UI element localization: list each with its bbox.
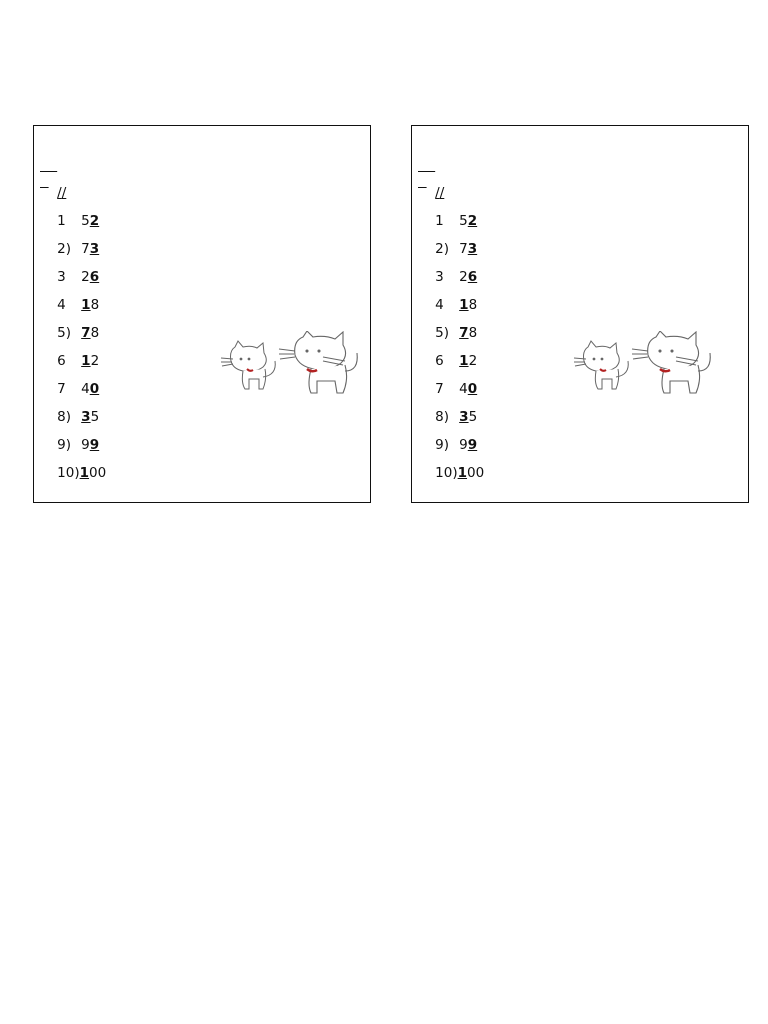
worksheet-card-left [33,125,371,503]
digit: 8 [468,297,478,313]
item-number: 4 [57,297,66,313]
target-digit: 1 [459,297,469,313]
two-cats-illustration-icon [572,331,722,401]
item-number: 7 [435,381,444,397]
item-number: 1 [435,213,444,229]
item-number: 3 [435,269,444,285]
target-digit: 1 [81,353,91,369]
digit: 8 [90,325,100,341]
digit: 7 [459,241,468,257]
item-number: 5) [57,325,72,341]
target-digit: 1 [81,297,91,313]
digit: 5 [468,409,478,425]
digit: 9 [81,437,90,453]
target-digit: 2 [89,213,100,229]
target-digit: 6 [89,269,100,285]
digit: 2 [459,269,468,285]
digit: 9 [459,437,468,453]
item-number: 4 [435,297,444,313]
subtitle-slash: / [439,185,445,201]
worksheet-card-right [411,125,749,503]
item-number: 2) [435,241,450,257]
digit: 2 [468,353,478,369]
item-number: 2) [57,241,72,257]
target-digit: 9 [467,437,478,453]
target-digit: 7 [459,325,469,341]
digit: 7 [81,241,90,257]
target-digit: 7 [81,325,91,341]
item-number: 6 [435,353,444,369]
target-digit: 6 [467,269,478,285]
digit: 5 [459,213,468,229]
digit: 5 [81,213,90,229]
item-number: 8) [435,409,450,425]
item-number: 3 [57,269,66,285]
subtitle-slash: / [61,185,67,201]
target-digit: 0 [467,381,478,397]
two-cats-illustration-icon [219,331,369,401]
target-digit: 0 [89,381,100,397]
item-number: 5) [435,325,450,341]
item-number: 9) [57,437,72,453]
target-digit: 9 [89,437,100,453]
digit: 2 [81,269,90,285]
target-digit: 1 [457,465,468,481]
digit: 8 [90,297,100,313]
digit: 8 [468,325,478,341]
digit: 00 [467,465,485,481]
item-number: 10) [435,465,458,481]
item-number: 10) [57,465,80,481]
subtitle-slash: / [435,185,440,201]
digit: 00 [89,465,107,481]
item-number: 9) [435,437,450,453]
item-number: 7 [57,381,66,397]
target-digit: 3 [467,241,478,257]
digit: 2 [90,353,100,369]
question-item [418,449,484,497]
item-number: 8) [57,409,72,425]
subtitle-slash: / [57,185,62,201]
target-digit: 3 [81,409,91,425]
target-digit: 2 [467,213,478,229]
item-number: 6 [57,353,66,369]
item-number: 1 [57,213,66,229]
target-digit: 1 [79,465,90,481]
target-digit: 3 [89,241,100,257]
question-item [40,449,106,497]
target-digit: 1 [459,353,469,369]
target-digit: 3 [459,409,469,425]
digit: 4 [459,381,468,397]
digit: 4 [81,381,90,397]
digit: 5 [90,409,100,425]
